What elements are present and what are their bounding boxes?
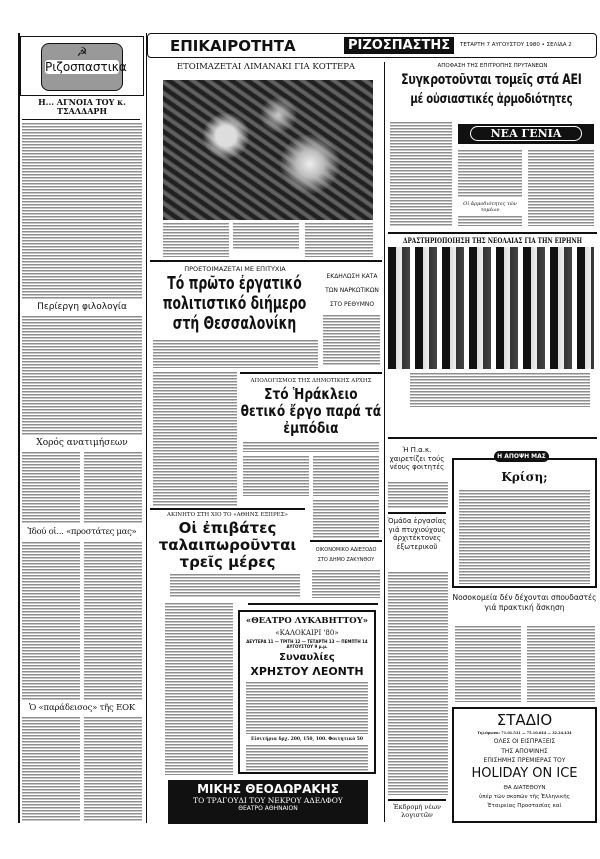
divider	[388, 437, 597, 439]
mikis-theodorakis-ad	[168, 780, 368, 824]
article-body	[22, 316, 142, 436]
story-headline: Τό πρῶτο ἐργατικό πολιτιστικό διήμερο στή Θεσσαλονίκη	[162, 273, 307, 334]
article-lede	[243, 442, 379, 452]
ad-line: ΕΠΙΣΗΜΗΣ ΠΡΕΜΙΕΡΑΣ ΤΟΥ	[483, 757, 566, 764]
sidebar-headline	[310, 545, 382, 565]
date-page: ΤΕΤΑΡΤΗ 7 ΑΥΓΟΥΣΤΟΥ 1980 • ΣΕΛΙΔΑ 2	[460, 42, 572, 48]
hammer-sickle-icon: ☭	[76, 45, 88, 59]
opinion-body	[459, 490, 590, 584]
article-body	[390, 122, 452, 226]
ad-credits	[246, 682, 368, 734]
divider	[240, 372, 382, 374]
story-headline: Οἱ ἐπιβάτες ταλαιπωροῦνται τρεῖς μέρες	[158, 519, 297, 571]
story-headline: Ἐκδρομή νέων λογιστῶν	[392, 803, 441, 819]
article-body	[455, 626, 521, 702]
photo-kicker: ΕΤΟΙΜΑΖΕΤΑΙ ΛΙΜΑΝΑΚΙ ΓΙΑ ΚΟΤΤΕΡΑ	[176, 62, 356, 72]
sidebar-line: ΕΚΔΗΛΩΣΗ ΚΑΤΑ	[326, 273, 378, 280]
peace-demonstration-photo	[388, 247, 594, 369]
divider	[150, 260, 382, 262]
story-headline: Στό Ἡράκλειο θετικό ἔργο παρά τά ἐμπόδια	[240, 385, 382, 437]
divider	[388, 512, 446, 514]
sidebar-line: ΣΤΟ ΔΗΜΟ ΖΑΚΥΝΘΟΥ	[317, 557, 375, 563]
story-headline: Ἡ Π.α.κ. χαιρετίζει τούς νέους φοιτητές	[389, 446, 445, 471]
article-body	[313, 500, 379, 538]
subhead: Περίεργη φιλολογία	[37, 302, 127, 312]
subhead: Χορός ανατιμήσεων	[36, 438, 128, 448]
ad-title: ΣΤΑΔΙΟ	[496, 711, 553, 729]
divider	[388, 799, 446, 801]
ad-line: Ἑταιρείας Προστασίας καί	[487, 803, 562, 809]
article-body	[84, 542, 142, 700]
photo-caption	[305, 223, 373, 257]
story-kicker: ΑΠΟΦΑΣΗ ΤΗΣ ΕΠΙΤΡΟΠΗΣ ΠΡΥΤΑΝΕΩΝ	[437, 63, 548, 69]
subhead: Οἱ ἁρμοδιότητες τῶν τομέων	[463, 201, 517, 213]
section-title: ΕΠΙΚΑΙΡΟΤΗΤΑ	[170, 37, 296, 55]
opinion-box	[452, 453, 597, 588]
column-divider	[146, 33, 147, 823]
ad-name: ΜΙΚΗΣ ΘΕΟΔΩΡΑΚΗΣ	[197, 782, 339, 796]
ad-line: ΟΛΕΣ ΟΙ ΕΙΣΠΡΑΞΕΙΣ	[493, 738, 556, 745]
article-body	[313, 456, 379, 496]
article-body	[22, 452, 80, 524]
article-body	[458, 216, 522, 226]
article-body	[84, 717, 142, 822]
divider	[22, 119, 140, 120]
article-body	[458, 150, 522, 198]
story-headline: Νοσοκομεία δέν δέχονται σπουδαστές γιά πρακτική ἄσκηση	[452, 593, 597, 612]
ad-phones: Τηλέφωνα: 71.01.531 — 75.10.644 — 32.24.434	[477, 731, 572, 735]
ad-show: HOLIDAY ON ICE	[471, 766, 578, 781]
ad-dates: ΔΕΥΤΕΡΑ 11 — ΤΡΙΤΗ 12 — ΤΕΤΑΡΤΗ 13 — ΠΕΜΠΤΗ 14 ΑΥΓΟΥΣΤΟΥ 9 μ.μ.	[246, 639, 368, 649]
article-body	[528, 150, 594, 226]
story-headline: Συγκροτοῦνται τομεῖς στά ΑΕΙ	[401, 72, 582, 88]
ad-line: ΤΗΣ ΑΠΟΨΙΝΗΣ	[501, 747, 548, 755]
article-lede	[170, 574, 300, 598]
story-headline: Ὁμάδα ἐργασίας γιά πτυχιούχους ἀρχιτέκτονες ἐξωτερικοῦ	[387, 517, 447, 551]
photo-caption	[163, 223, 229, 257]
sidebar-line: ΤΩΝ ΝΑΡΚΩΤΙΚΩΝ	[325, 287, 379, 294]
photo-headline: ΔΡΑΣΤΗΡΙΟΠΟΙΗΣΗ ΤΗΣ ΝΕΟΛΑΙΑΣ ΓΙΑ ΤΗΝ ΕΙΡΗΝΗ	[403, 236, 583, 245]
ad-lines	[454, 737, 595, 766]
article-body	[22, 123, 142, 299]
opinion-title: Κρίση;	[501, 470, 548, 484]
left-headline: Η... ΑΓΝΟΙΑ ΤΟΥ κ. ΤΣΑΛΔΑΡΗ	[38, 97, 126, 116]
divider	[248, 603, 378, 605]
article-body	[165, 603, 233, 775]
photo-caption	[233, 223, 299, 249]
ad-tickets: Εἰσιτήρια δρχ. 200, 150, 100. Φοιτητικό 50	[250, 737, 364, 742]
ad-work: ΤΟ ΤΡΑΓΟΥΔΙ ΤΟΥ ΝΕΚΡΟΥ ΑΔΕΛΦΟΥ	[193, 796, 343, 805]
sidebar-line: ΣΤΟ ΡΕΘΥΜΝΟ	[329, 301, 375, 308]
photo-caption	[410, 373, 590, 407]
article-body	[388, 482, 448, 508]
story-kicker: ΑΠΟΛΟΓΙΣΜΟΣ ΤΗΣ ΔΗΜΟΤΙΚΗΣ ΑΡΧΗΣ	[250, 378, 372, 384]
article-body	[153, 340, 318, 368]
ad-artist: ΧΡΗΣΤΟΥ ΛΕΟΝΤΗ	[250, 665, 364, 678]
sidebar-headline	[320, 270, 384, 312]
article-body	[153, 372, 237, 507]
story-headline: μέ οὐσιαστικές ἁρμοδιότητες	[410, 92, 573, 107]
ad-venue: «ΘΕΑΤΡΟ ΛΥΚΑΒΗΤΤΟΥ»	[245, 616, 369, 626]
article-body	[243, 456, 309, 496]
column-logo	[41, 43, 127, 91]
story-kicker: ΠΡΟΕΤΟΙΜΑΖΕΤΑΙ ΜΕ ΕΠΙΤΥΧΙΑ	[184, 265, 286, 273]
section-badge	[458, 124, 594, 144]
subhead: Ὁ «παράδεισος» τῆς ΕΟΚ	[28, 703, 136, 713]
harbor-photo	[163, 80, 373, 220]
story-kicker: ΑΚΙΝΗΤΟ ΣΤΗ ΧΙΟ ΤΟ «ΑΘΗΝΣ ΕΞΠΡΕΣ»	[167, 512, 288, 518]
theatre-ad	[238, 610, 376, 774]
article-body	[84, 452, 142, 524]
divider	[310, 540, 382, 542]
stadio-ad	[452, 707, 597, 823]
ad-info	[246, 745, 368, 771]
column-logo-text: Ριζοσπαστικα	[45, 60, 127, 74]
ad-line: ὑπέρ τῶν σκοπῶν τῆς Ἑλληνικῆς	[479, 794, 570, 800]
article-body	[323, 315, 380, 365]
opinion-badge: Η ΑΠΟΨΗ ΜΑΣ	[494, 451, 549, 462]
article-body	[22, 542, 80, 700]
ad-title: Συναυλίες	[279, 652, 335, 663]
article-body	[527, 626, 595, 702]
column-divider	[384, 62, 385, 822]
section-badge-label: ΝΕΑ ΓΕΝΙΑ	[470, 126, 582, 141]
article-body	[312, 570, 380, 598]
ad-lines	[454, 784, 595, 811]
masthead: ΡΙΖΟΣΠΑΣΤΗΣ	[344, 37, 454, 54]
sidebar-line: ΟΙΚΟΝΟΜΙΚΟ ΑΔΙΕΞΟΔΟ	[315, 547, 377, 553]
divider	[388, 232, 597, 234]
ad-venue: ΘΕΑΤΡΟ ΑΘΗΝΑΙΟΝ	[238, 805, 298, 812]
article-body	[388, 572, 448, 795]
article-body	[22, 717, 80, 822]
subhead: Ἰδού οἱ... «προστάτες μας»	[27, 527, 137, 537]
ad-season: «ΚΑΛΟΚΑΙΡΙ '80»	[275, 629, 339, 637]
ad-line: ΘΑ ΔΙΑΤΕΘΟΥΝ	[503, 785, 546, 791]
column-logo-box	[20, 36, 144, 96]
section-header-bar	[147, 33, 597, 58]
divider	[150, 508, 305, 510]
